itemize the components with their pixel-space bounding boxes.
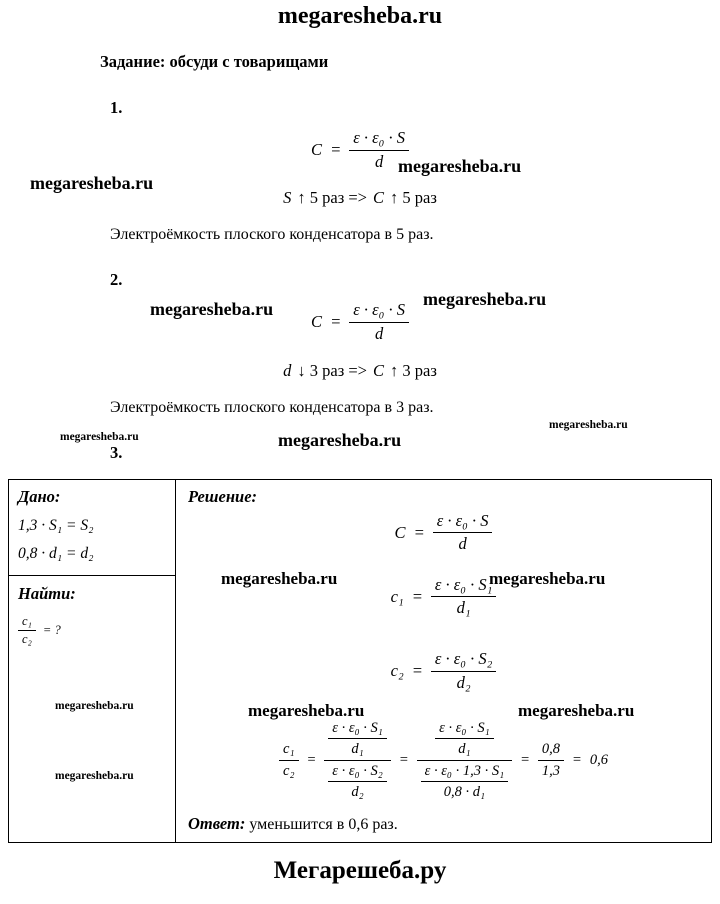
find-expression (18, 614, 166, 648)
fraction (328, 719, 387, 758)
given-cell (9, 480, 176, 842)
equals-sign: = (330, 312, 342, 332)
fraction (431, 649, 496, 693)
fraction-denominator: c₂ (283, 762, 295, 779)
answer-text: уменьшится в 0,6 раз. (249, 815, 398, 833)
given-line: 0,8 · d₁ = d₂ (18, 544, 94, 562)
nested-numerator (324, 719, 391, 760)
fraction-denominator: d (374, 151, 384, 171)
equals-sign: = (398, 751, 409, 768)
find-question: = ? (42, 623, 61, 638)
fraction-denominator: d (458, 534, 467, 554)
problem2-number: 2. (110, 270, 123, 290)
fraction-denominator: d₁ (458, 741, 471, 758)
watermark: megaresheba.ru (55, 770, 134, 782)
watermark: megaresheba.ru (55, 700, 134, 712)
fraction-numerator: ε · ε₀ · S (349, 300, 409, 323)
fraction (435, 719, 494, 758)
formula-variable: c₂ (390, 661, 404, 681)
solution-label: Решение: (188, 486, 258, 506)
watermark: megaresheba.ru (60, 431, 139, 443)
relation-variable: d (283, 360, 292, 380)
solution-equation-c2 (188, 649, 699, 693)
watermark: megaresheba.ru (398, 156, 522, 176)
fraction (328, 762, 387, 801)
result-value: 0,6 (589, 751, 608, 768)
fraction-denominator: d₁ (351, 741, 364, 758)
relation-text: ↓ 3 раз => (297, 360, 367, 380)
fraction-numerator: c₁ (18, 614, 36, 632)
fraction-denominator: d (374, 323, 384, 343)
problem1-number: 1. (110, 98, 123, 117)
fraction-denominator: 0,8 · d₁ (443, 783, 486, 800)
footer-brand: Мегарешеба.ру (273, 856, 447, 884)
task-title: Задание: обсуди с товарищами (100, 52, 329, 71)
nested-numerator (417, 719, 513, 760)
fraction-numerator: ε · ε₀ · 1,3 · S₁ (421, 762, 509, 782)
formula-variable: C (311, 140, 323, 160)
given-find-divider (9, 575, 175, 576)
relation-variable: S (283, 188, 292, 208)
problem1-conclusion: Электроёмкость плоского конденсатора в 5 раз. (110, 226, 434, 244)
watermark: megaresheba.ru (221, 569, 338, 588)
fraction-c1-over-c2 (279, 740, 298, 779)
equals-sign: = (411, 661, 423, 681)
watermark: megaresheba.ru (30, 173, 154, 193)
fraction-numerator: 0,8 (538, 740, 564, 760)
equals-sign: = (572, 751, 582, 768)
relation-text: ↑ 5 раз (390, 188, 437, 208)
watermark: megaresheba.ru (518, 701, 635, 720)
relation-text: ↑ 3 раз (390, 360, 437, 380)
fraction (431, 575, 496, 619)
equals-sign: = (330, 140, 342, 160)
watermark: megaresheba.ru (248, 701, 365, 720)
watermark: megaresheba.ru (278, 430, 402, 450)
fraction-denominator: d₁ (456, 598, 471, 618)
equals-sign: = (413, 522, 425, 542)
fraction-numerator: ε · ε₀ · S₁ (435, 719, 494, 739)
problem2-conclusion: Электроёмкость плоского конденсатора в 3 раз. (110, 398, 434, 416)
find-label: Найти: (18, 583, 76, 603)
problem2-formula (0, 300, 720, 344)
fraction (433, 511, 493, 555)
nested-denominator (417, 761, 513, 801)
fraction-denominator: 1,3 (541, 762, 561, 779)
formula-variable: C (394, 522, 406, 542)
equals-sign: = (306, 751, 317, 768)
fraction (18, 614, 36, 648)
formula-variable: c₁ (390, 586, 404, 606)
fraction-numerator: ε · ε₀ · S₂ (431, 649, 496, 672)
watermark: megaresheba.ru (549, 419, 628, 431)
watermark: megaresheba.ru (150, 299, 274, 319)
nested-fraction-1 (324, 719, 391, 801)
fraction (421, 762, 509, 801)
solution-table (8, 479, 712, 843)
answer-label: Ответ: (188, 813, 246, 833)
answer-line (188, 814, 699, 834)
equals-sign: = (411, 586, 423, 606)
fraction-numerator: ε · ε₀ · S (433, 511, 493, 534)
watermark-top: megaresheba.ru (277, 3, 443, 29)
fraction-denominator: d₂ (456, 672, 471, 692)
solution-chain (188, 719, 699, 801)
nested-fraction-2 (417, 719, 513, 801)
fraction-denominator: c₂ (22, 632, 32, 647)
relation-variable: C (372, 188, 384, 208)
given-label: Дано: (18, 486, 61, 506)
solution-equation-c (188, 511, 699, 555)
formula-variable: C (311, 312, 323, 332)
fraction (349, 300, 409, 344)
relation-text: ↑ 5 раз => (297, 188, 367, 208)
fraction-numerator: c₁ (279, 740, 298, 760)
solution-cell (176, 480, 711, 842)
fraction-denominator: d₂ (351, 783, 364, 800)
fraction-ratio (538, 740, 564, 779)
relation-variable: C (372, 360, 384, 380)
equals-sign: = (520, 751, 530, 768)
fraction-numerator: ε · ε₀ · S₂ (328, 762, 387, 782)
fraction-numerator: ε · ε₀ · S₁ (328, 719, 387, 739)
problem2-relation (0, 361, 720, 381)
fraction-numerator: ε · ε₀ · S₁ (431, 575, 496, 598)
watermark: megaresheba.ru (489, 569, 606, 588)
given-line: 1,3 · S₁ = S₂ (18, 516, 94, 534)
fraction-numerator: ε · ε₀ · S (349, 128, 409, 151)
watermark: megaresheba.ru (423, 289, 547, 309)
problem3-number: 3. (110, 442, 123, 462)
nested-denominator (324, 761, 391, 801)
problem1-formula (0, 128, 720, 172)
